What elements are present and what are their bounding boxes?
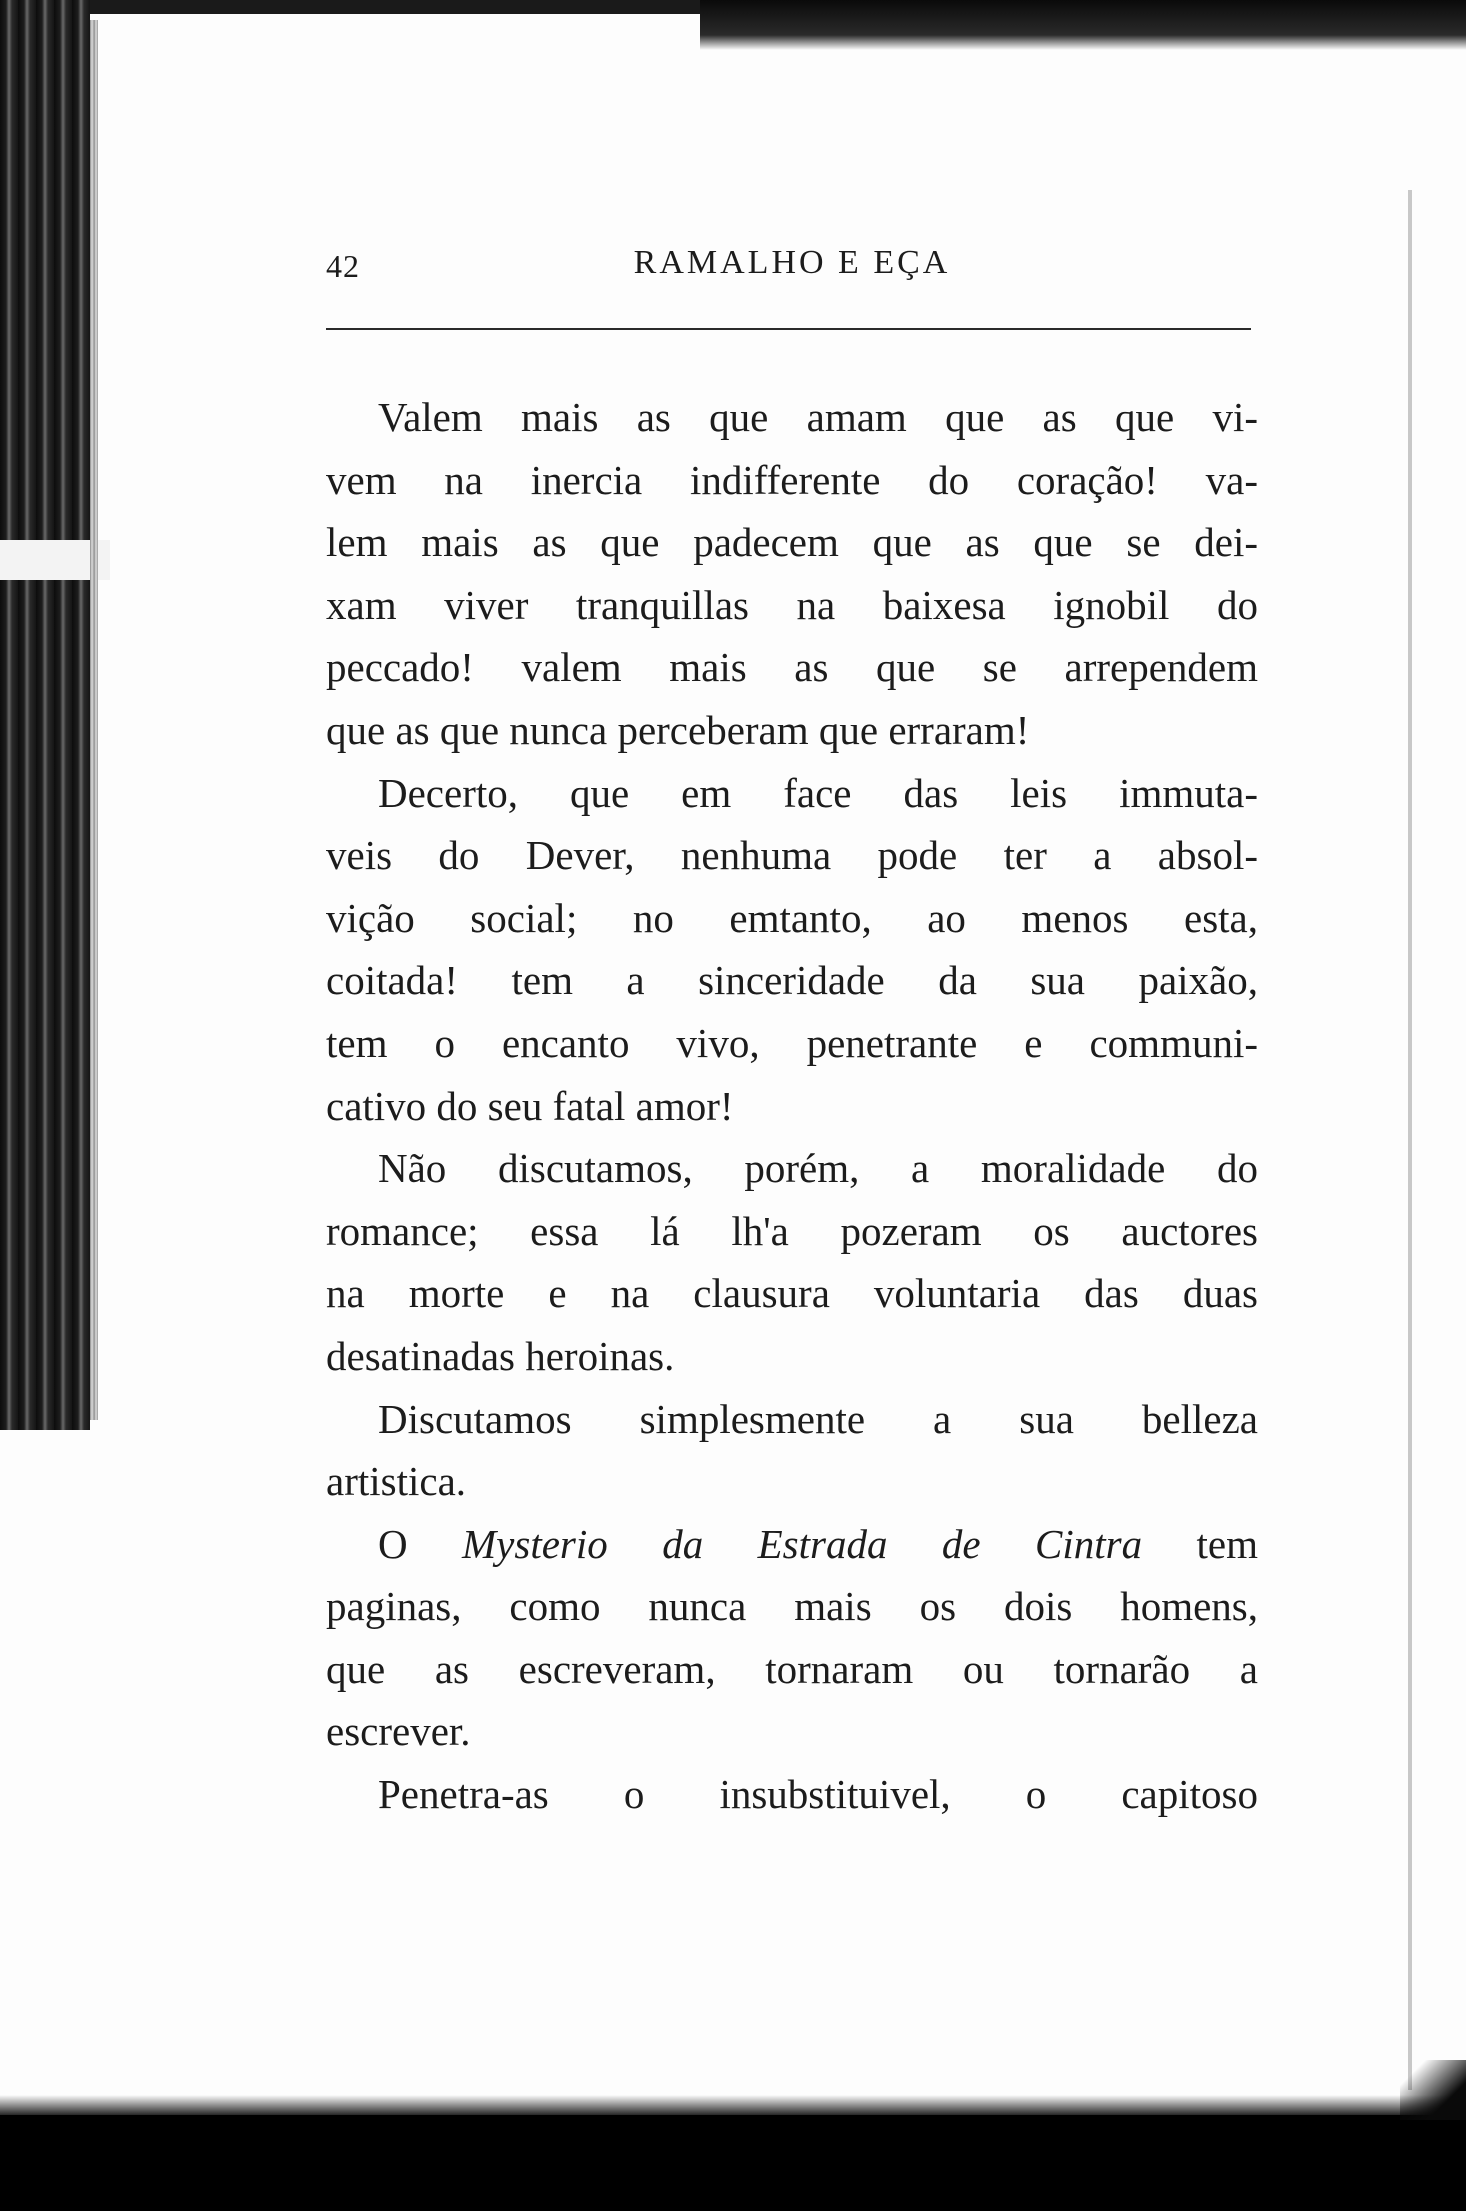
text-line: lem mais as que padecem que as que se dei-	[326, 519, 1258, 566]
text-line: tem o encanto vivo, penetrante e communi-	[326, 1019, 1258, 1066]
scan-shadow-bottom	[0, 2095, 1466, 2117]
text-line: romance; essa lá lh'a pozeram os auctores	[326, 1207, 1258, 1254]
text-line: desatinadas heroinas.	[326, 1332, 675, 1379]
text-line: Penetra-as o insubstituivel, o capitoso	[378, 1771, 1258, 1818]
text-line: veis do Dever, nenhuma pode ter a absol-	[326, 832, 1258, 879]
book-title: Mysterio da Estrada de Cintra	[462, 1520, 1143, 1567]
scan-edge-bottom	[0, 2115, 1466, 2211]
text-line: peccado! valem mais as que se arrependem	[326, 644, 1258, 691]
text-line: Não discutamos, porém, a moralidade do	[378, 1145, 1258, 1192]
text-line: xam viver tranquillas na baixesa ignobil do	[326, 581, 1258, 628]
text-line: Decerto, que em face das leis immuta-	[378, 769, 1258, 816]
text-line: vição social; no emtanto, ao menos esta,	[326, 894, 1258, 941]
page-number: 42	[326, 248, 360, 284]
text-prefix: O	[378, 1520, 408, 1567]
text-line: escrever.	[326, 1708, 471, 1755]
running-head-title: RAMALHO E EÇA	[633, 244, 951, 281]
scan-page-edges	[90, 20, 98, 1420]
text-line: que as escreveram, tornaram ou tornarão a	[326, 1645, 1258, 1692]
scan-shadow-top	[700, 0, 1466, 50]
scan-edge-right	[1408, 190, 1412, 2090]
body-text	[326, 386, 1258, 1826]
scan-corner-bottom-right	[1400, 2060, 1466, 2120]
text-line: Discutamos simplesmente a sua belleza	[378, 1395, 1258, 1442]
page-content	[326, 240, 1258, 1826]
text-line: Valem mais as que amam que as que vi-	[378, 394, 1258, 440]
text-line: coitada! tem a sinceridade da sua paixão,	[326, 957, 1258, 1004]
header-rule	[326, 328, 1251, 330]
scan-binding-left	[0, 0, 90, 1430]
text-line: cativo do seu fatal amor!	[326, 1082, 734, 1129]
text-line: na morte e na clausura voluntaria das duas	[326, 1270, 1258, 1317]
text-line: vem na inercia indifferente do coração! va-	[326, 456, 1258, 503]
text-line: artistica.	[326, 1458, 467, 1505]
text-line-with-title	[326, 1513, 1258, 1576]
text-line: paginas, como nunca mais os dois homens,	[326, 1583, 1258, 1630]
text-line: que as que nunca perceberam que erraram!	[326, 706, 1030, 753]
running-head	[326, 240, 1258, 286]
text-suffix: tem	[1196, 1520, 1258, 1567]
